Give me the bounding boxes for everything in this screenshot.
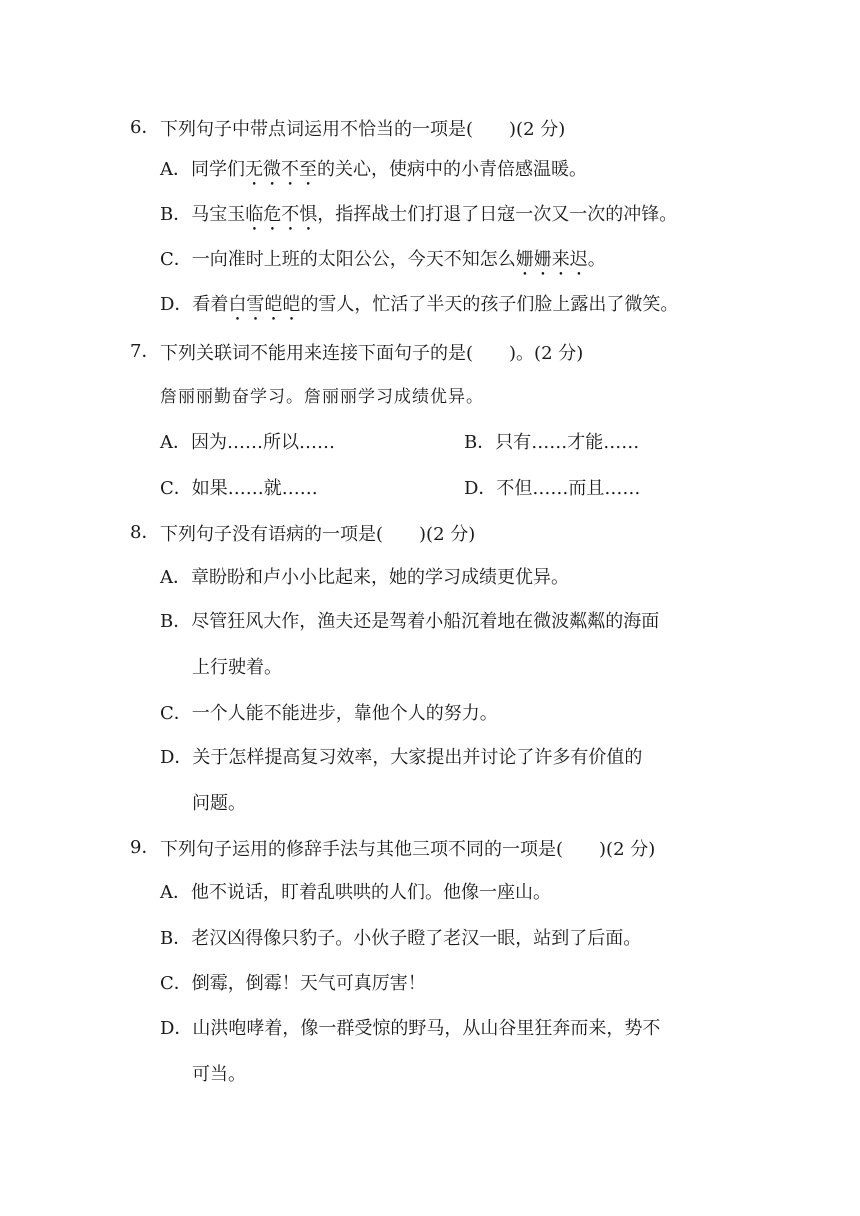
option-text: ，指挥战士们打退了日寇一次又一次的冲锋。 bbox=[317, 204, 678, 225]
question-8-option-c: C．一个人能不能进步，靠他个人的努力。 bbox=[160, 703, 498, 724]
question-8-option-d: D．关于怎样提高复习效率，大家提出并讨论了许多有价值的 bbox=[160, 747, 643, 768]
dotted-word: 姗姗来迟 bbox=[515, 249, 588, 270]
question-8-option-b-continued: 上行驶着。 bbox=[192, 657, 282, 678]
question-7-stem: 下列关联词不能用来连接下面句子的是( )。(2 分) bbox=[160, 343, 584, 364]
option-text: 的雪人，忙活了半天的孩子们脸上露出了微笑。 bbox=[300, 294, 679, 315]
question-7-option-c: C．如果……就…… bbox=[160, 478, 318, 499]
question-6-option-b bbox=[160, 203, 677, 235]
question-7-given-sentences: 詹丽丽勤奋学习。詹丽丽学习成绩优异。 bbox=[160, 387, 484, 407]
question-9-option-d: D．山洪咆哮着，像一群受惊的野马，从山谷里狂奔而来，势不 bbox=[160, 1018, 661, 1039]
dotted-word: 无微不至 bbox=[245, 159, 317, 180]
dotted-word: 白雪皑皑 bbox=[228, 294, 301, 315]
question-8-option-a: A．章盼盼和卢小小比起来，她的学习成绩更优异。 bbox=[160, 567, 569, 588]
question-6-option-d bbox=[160, 293, 678, 325]
option-text: B．马宝玉 bbox=[160, 204, 246, 225]
question-7-option-b: B．只有……才能…… bbox=[464, 432, 640, 453]
option-text: 的关心，使病中的小青倍感温暖。 bbox=[317, 159, 587, 180]
question-9-option-c: C．倒霉，倒霉！天气可真厉害！ bbox=[160, 973, 426, 994]
question-7-option-d: D．不但……而且…… bbox=[464, 478, 641, 499]
question-7-option-a: A．因为……所以…… bbox=[160, 432, 335, 453]
option-text: C．一向准时上班的太阳公公，今天不知怎么 bbox=[160, 249, 516, 270]
option-text: D．看着 bbox=[160, 294, 229, 315]
question-9-stem: 下列句子运用的修辞手法与其他三项不同的一项是( )(2 分) bbox=[160, 839, 656, 860]
question-8-option-d-continued: 问题。 bbox=[192, 793, 246, 814]
question-6-option-c bbox=[160, 248, 606, 280]
question-6-stem: 下列句子中带点词运用不恰当的一项是( )(2 分) bbox=[160, 119, 566, 140]
question-9-option-b: B．老汉凶得像只豹子。小伙子瞪了老汉一眼，站到了后面。 bbox=[160, 928, 642, 949]
question-8-number: 8． bbox=[130, 522, 160, 543]
question-7-number: 7． bbox=[130, 341, 160, 362]
question-9-number: 9． bbox=[130, 837, 160, 858]
question-6-number: 6． bbox=[130, 117, 160, 138]
dotted-word: 临危不惧 bbox=[245, 204, 318, 225]
option-text: 。 bbox=[587, 249, 606, 270]
question-9-option-a: A．他不说话，盯着乱哄哄的人们。他像一座山。 bbox=[160, 882, 551, 903]
option-text: A．同学们 bbox=[160, 159, 245, 180]
question-8-stem: 下列句子没有语病的一项是( )(2 分) bbox=[160, 524, 476, 545]
question-9-option-d-continued: 可当。 bbox=[192, 1064, 246, 1085]
question-8-option-b: B．尽管狂风大作，渔夫还是驾着小船沉着地在微波粼粼的海面 bbox=[160, 611, 660, 632]
question-6-option-a bbox=[160, 158, 587, 190]
